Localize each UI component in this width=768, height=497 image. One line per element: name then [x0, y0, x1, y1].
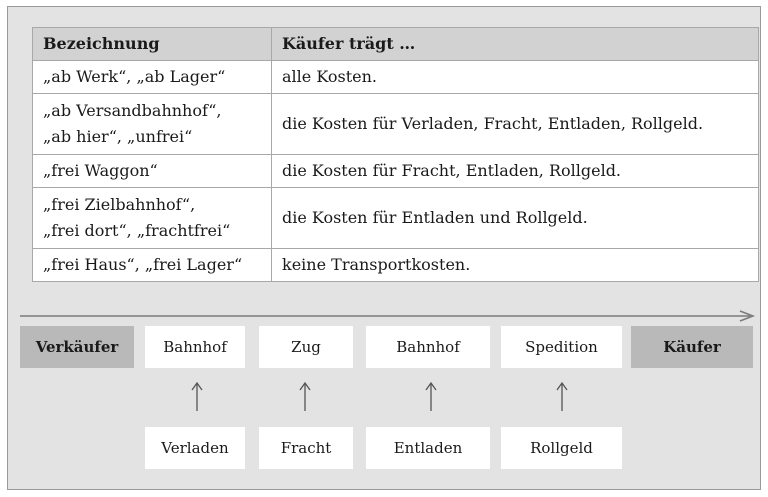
header-bezeichnung: Bezeichnung	[33, 28, 272, 61]
term-line: „frei Haus“, „frei Lager“	[43, 255, 243, 274]
cost-cell: die Kosten für Verladen, Fracht, Entladen, Rollgeld.	[272, 94, 759, 155]
seller-box: Verkäufer	[20, 326, 134, 368]
table-row	[33, 188, 759, 249]
term-cell	[33, 188, 272, 249]
activity-box: Entladen	[366, 427, 490, 469]
term-line: „frei Waggon“	[43, 161, 158, 180]
up-arrow-icon	[555, 382, 569, 412]
flow-direction-arrow	[20, 310, 756, 322]
cost-cell: keine Transportkosten.	[272, 249, 759, 282]
table-header-row	[33, 28, 759, 61]
term-line: „frei dort“, „frachtfrei“	[43, 221, 231, 240]
cost-cell: die Kosten für Entladen und Rollgeld.	[272, 188, 759, 249]
table-row	[33, 94, 759, 155]
activity-box: Fracht	[259, 427, 353, 469]
table-row	[33, 155, 759, 188]
station-box: Bahnhof	[366, 326, 490, 368]
diagram-frame	[7, 6, 761, 490]
cost-cell: alle Kosten.	[272, 61, 759, 94]
buyer-box: Käufer	[631, 326, 753, 368]
activity-box: Verladen	[145, 427, 245, 469]
term-line: „ab hier“, „unfrei“	[43, 127, 193, 146]
station-box: Spedition	[501, 326, 622, 368]
delivery-terms-table	[32, 27, 759, 282]
header-kaeufer-traegt: Käufer trägt …	[272, 28, 759, 61]
station-box: Bahnhof	[145, 326, 245, 368]
table-row	[33, 249, 759, 282]
term-cell	[33, 249, 272, 282]
station-box: Zug	[259, 326, 353, 368]
term-line: „frei Zielbahnhof“,	[43, 195, 196, 214]
term-cell	[33, 94, 272, 155]
table-row	[33, 61, 759, 94]
up-arrow-icon	[298, 382, 312, 412]
term-cell	[33, 155, 272, 188]
up-arrow-icon	[424, 382, 438, 412]
cost-cell: die Kosten für Fracht, Entladen, Rollgeld.	[272, 155, 759, 188]
term-line: „ab Versandbahnhof“,	[43, 101, 222, 120]
up-arrow-icon	[190, 382, 204, 412]
term-line: „ab Werk“, „ab Lager“	[43, 67, 226, 86]
term-cell	[33, 61, 272, 94]
activity-box: Rollgeld	[501, 427, 622, 469]
